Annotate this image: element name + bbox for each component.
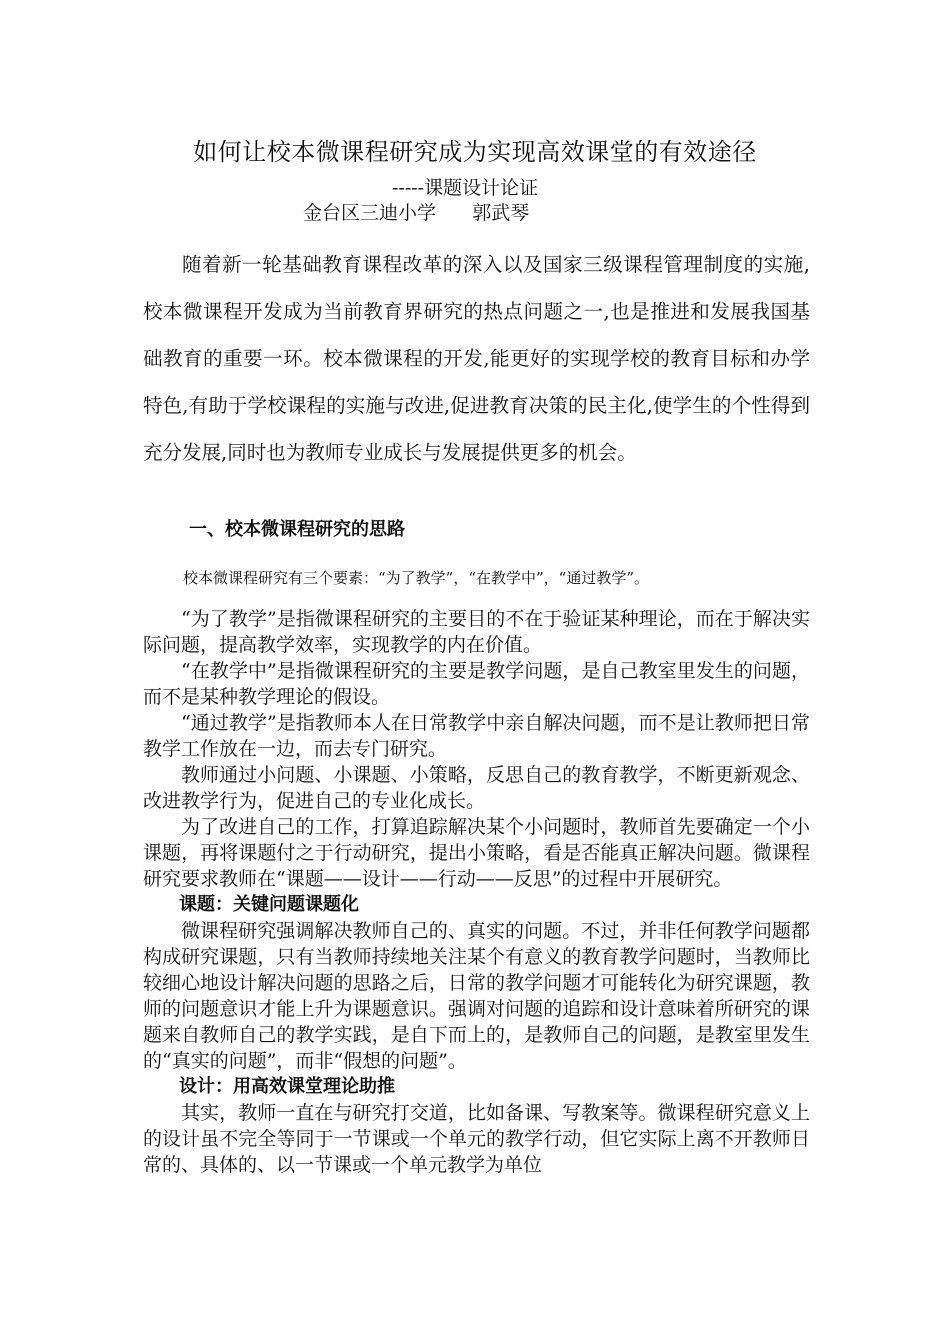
document-title: 如何让校本微课程研究成为实现高效课堂的有效途径 [193, 138, 757, 166]
elements-line: 校本微课程研究有三个要素：“为了教学”，“在教学中”，“通过教学”。 [183, 569, 650, 587]
subheading-topic: 课题：关键问题课题化 [179, 894, 359, 915]
body-paragraph: “为了教学”是指微课程研究的主要目的不在于验证某种理论，而在于解决实际问题，提高教学效率，实现教学的内在价值。 [143, 608, 810, 656]
body-paragraph: 为了改进自己的工作，打算追踪解决某个小问题时，教师首先要确定一个小课题，再将课题付之于行动研究，提出小策略，看是否能真正解决问题。微课程研究要求教师在“课题——设计——行动——反思”的过程中开展研究。 [143, 816, 810, 890]
body-paragraph: 教师通过小问题、小课题、小策略，反思自己的教育教学，不断更新观念、改进教学行为，促进自己的专业化成长。 [143, 764, 810, 812]
body-paragraph: “通过教学”是指教师本人在日常教学中亲自解决问题，而不是让教师把日常教学工作放在一边，而去专门研究。 [143, 712, 810, 760]
body-paragraph: 其实，教师一直在与研究打交道，比如备课、写教案等。微课程研究意义上的设计虽不完全等同于一节课或一个单元的教学行动，但它实际上离不开教师日常的、具体的、以一节课或一个单元教学为单位 [143, 1102, 810, 1176]
body-paragraph: 微课程研究强调解决教师自己的、真实的问题。不过，并非任何教学问题都构成研究课题，只有当教师持续地关注某个有意义的教育教学问题时，当教师比较细心地设计解决问题的思路之后，日常的教学问题才可能转化为研究课题，教师的问题意识才能上升为课题意识。强调对问题的追踪和设计意味着所研究的课题来自教师自己的教学实践，是自下而上的，是教师自己的问题，是教室里发生的“真实的问题”，而非“假想的问题”。 [143, 920, 810, 1072]
body-text [143, 606, 810, 1178]
body-paragraph: “在教学中”是指微课程研究的主要是教学问题，是自己教室里发生的问题，而不是某种教学理论的假设。 [143, 660, 810, 708]
author-line: 金台区三迪小学 郭武琴 [303, 202, 530, 224]
document-subtitle: -----课题设计论证 [392, 177, 539, 199]
subheading-design: 设计：用高效课堂理论助推 [179, 1076, 395, 1097]
intro-paragraph: 随着新一轮基础教育课程改革的深入以及国家三级课程管理制度的实施,校本微课程开发成为当前教育界研究的热点问题之一,也是推进和发展我国基础教育的重要一环。校本微课程的开发,能更好的实现学校的教育目标和办学特色,有助于学校课程的实施与改进,促进教育决策的民主化,使学生的个性得到充分发展,同时也为教师专业成长与发展提供更多的机会。 [143, 253, 810, 464]
section-heading: 一、校本微课程研究的思路 [189, 519, 405, 540]
